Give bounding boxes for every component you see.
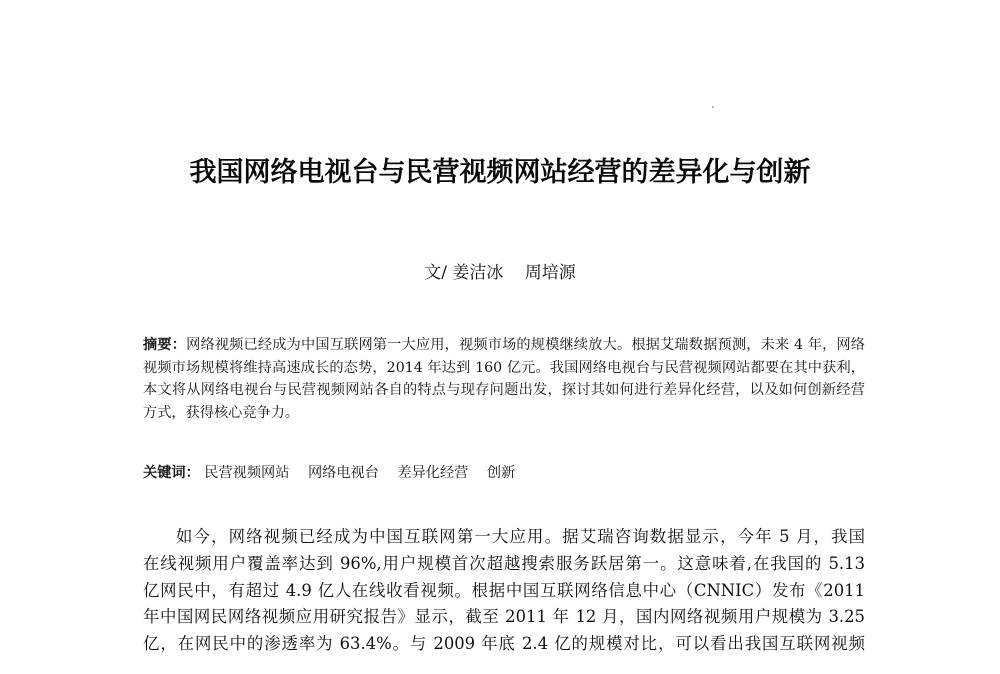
abstract-label: 摘要： xyxy=(143,337,187,353)
body-line: 年中国网民网络视频应用研究报告》显示，截至 2011 年 12 月，国内网络视频用户规模为 3.25 xyxy=(143,607,865,627)
byline xyxy=(0,258,1000,283)
scan-speck xyxy=(712,106,714,108)
keyword: 差异化经营 xyxy=(397,465,469,481)
body-paragraph xyxy=(143,524,865,658)
byline-prefix: 文/ xyxy=(424,263,447,283)
abstract xyxy=(143,334,865,424)
author-1: 姜洁冰 xyxy=(452,263,504,283)
keyword: 民营视频网站 xyxy=(204,465,290,481)
body-line: 在线视频用户覆盖率达到 96%,用户规模首次超越搜索服务跃居第一。这意味着,在我国的 5.13 xyxy=(143,553,865,573)
body-line: 亿网民中，有超过 4.9 亿人在线收看视频。根据中国互联网络信息中心（CNNIC）发布《2011 xyxy=(143,580,865,600)
article-title: 我国网络电视台与民营视频网站经营的差异化与创新 xyxy=(189,157,811,188)
body-line: 如今，网络视频已经成为中国互联网第一大应用。据艾瑞咨询数据显示，今年 5 月，我国 xyxy=(176,527,865,546)
abstract-text: 网络视频已经成为中国互联网第一大应用，视频市场的规模继续放大。根据艾瑞数据预测，未来 4 年，网络视频市场规模将维持高速成长的态势，2014 年达到 160 亿元。我国网络电视台与民营视频网站都要在其中获利，本文将从网络电视台与民营视频网站各自的特点与现存问题出发，探讨其如何进行差异化经营，以及如何创新经营方式，获得核心竞争力。 xyxy=(143,337,865,421)
keywords xyxy=(143,462,529,484)
body-line: 亿，在网民中的渗透率为 63.4%。与 2009 年底 2.4 亿的规模对比，可以看出我国互联网视频 xyxy=(143,634,865,654)
author-2: 周培源 xyxy=(524,263,576,283)
keywords-label: 关键词： xyxy=(143,465,200,481)
keyword: 网络电视台 xyxy=(307,465,379,481)
keyword: 创新 xyxy=(486,465,516,481)
